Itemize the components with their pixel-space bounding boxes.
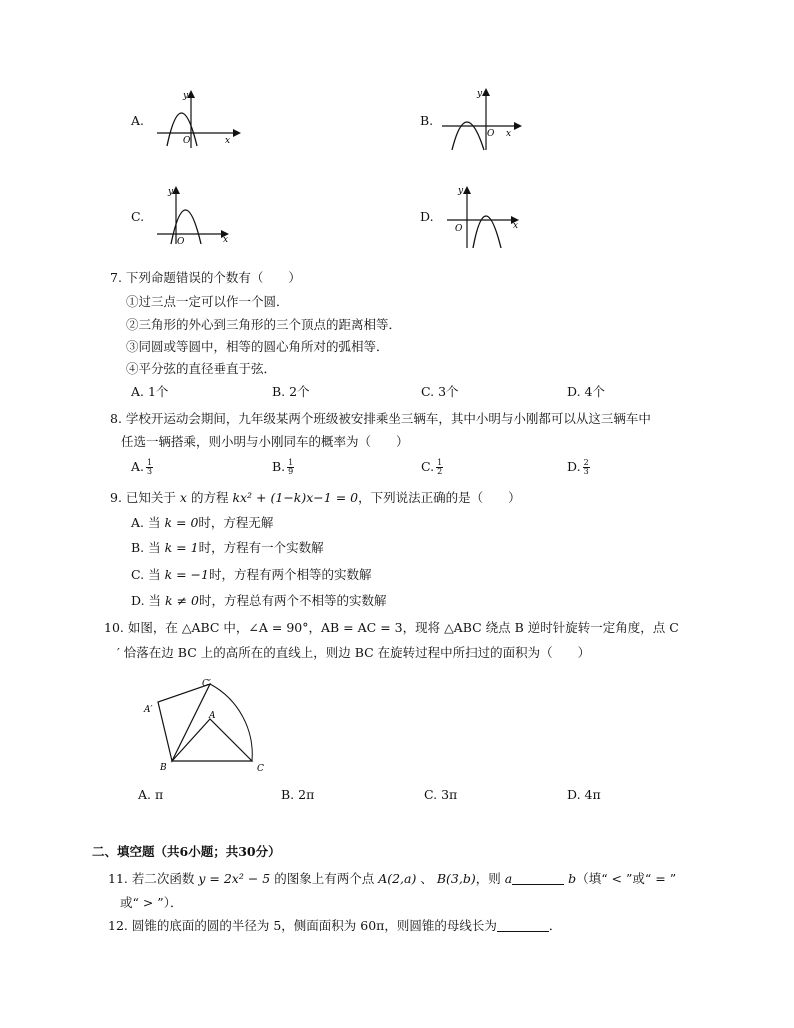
- q9-choice-d: D. 当 k ≠ 0时，方程总有两个不相等的实数解: [131, 593, 387, 608]
- svg-text:x: x: [223, 235, 229, 245]
- origin-label: O: [183, 136, 191, 146]
- q10-line1: 10. 如图，在 △ABC 中，∠A = 90°，AB = AC = 3，现将 △ABC 绕点 B 逆时针旋转一定角度，点 C: [104, 620, 679, 635]
- svg-text:O: O: [487, 129, 495, 139]
- answer-blank[interactable]: [497, 919, 549, 932]
- q10-line2: ′ 恰落在边 BC 上的高所在的直线上，则边 BC 在旋转过程中所扫过的面积为（ ）: [117, 645, 591, 660]
- q7-item: ①过三点一定可以作一个圆．: [126, 294, 289, 309]
- q10-rotation-figure: [140, 672, 280, 776]
- q7-item: ③同圆或等圆中，相等的圆心角所对的弧相等．: [126, 339, 389, 354]
- q8-line2: 任选一辆搭乘，则小明与小刚同车的概率为（ ）: [121, 434, 409, 449]
- q10-choice-b: B. 2π: [281, 787, 315, 802]
- q8-choice-b: B. $\frac{1}{9}$: [272, 458, 294, 476]
- rotated-triangle: [158, 684, 210, 761]
- answer-blank[interactable]: [512, 872, 564, 885]
- q6-option-a-label: A.: [131, 113, 145, 128]
- q10-choice-a: A. π: [138, 787, 164, 802]
- label-c-prime: C′: [202, 679, 211, 689]
- svg-text:y: y: [477, 89, 483, 99]
- q6-option-b-graph: [440, 86, 530, 152]
- q11-line2: 或“ > ”）．: [120, 895, 183, 910]
- q9-choice-c: C. 当 k = −1时，方程有两个相等的实数解: [131, 567, 372, 582]
- q10-choice-d: D. 4π: [567, 787, 601, 802]
- q7-stem: 7. 下列命题错误的个数有（ ）: [110, 270, 301, 285]
- y-axis-label: y: [183, 91, 189, 101]
- q6-option-b-label: B.: [420, 113, 434, 128]
- q8-line1: 8. 学校开运动会期间，九年级某两个班级被安排乘坐三辆车，其中小明与小刚都可以从这三辆车中: [110, 411, 651, 426]
- q7-choice-a: A. 1个: [131, 384, 169, 399]
- label-a: A: [209, 711, 216, 721]
- section-title: 二、填空题（共6小题；共30分）: [92, 844, 281, 859]
- svg-text:y: y: [458, 186, 464, 196]
- x-axis-arrow: [233, 129, 241, 137]
- svg-text:x: x: [506, 129, 512, 139]
- q10-choice-c: C. 3π: [424, 787, 458, 802]
- label-c: C: [257, 764, 264, 774]
- q7-choice-c: C. 3个: [421, 384, 459, 399]
- q7-choice-d: D. 4个: [567, 384, 605, 399]
- svg-text:x: x: [513, 221, 519, 231]
- q6-option-c-label: C.: [131, 209, 145, 224]
- q6-option-c-graph: [155, 184, 245, 246]
- q8-choice-d: D. $\frac{2}{3}$: [567, 458, 589, 476]
- svg-text:O: O: [455, 224, 463, 234]
- q9-choice-a: A. 当 k = 0时，方程无解: [131, 515, 274, 530]
- q7-item: ④平分弦的直径垂直于弦．: [126, 361, 277, 376]
- q11-line1: 11. 若二次函数 y = 2x² − 5 的图象上有两个点 A(2,a) 、 B(3,b)，则 a b（填“ < ”或“ = ”: [108, 871, 677, 886]
- q12-line: 12. 圆锥的底面的圆的半径为 5，侧面面积为 60π，则圆锥的母线长为 ．: [108, 918, 562, 933]
- svg-text:y: y: [168, 187, 174, 197]
- q9-stem: 9. 已知关于 x 的方程 kx² + (1−k)x−1 = 0，下列说法正确的是（ ）: [110, 490, 521, 505]
- label-b: B: [160, 763, 167, 773]
- parabola: [167, 113, 197, 146]
- x-axis-label: x: [225, 136, 231, 146]
- y-axis-arrow: [187, 90, 195, 98]
- svg-text:O: O: [177, 237, 185, 246]
- q8-choice-a: A. $\frac{1}{3}$: [131, 458, 153, 476]
- label-a-prime: A′: [144, 705, 153, 715]
- q7-choice-b: B. 2个: [272, 384, 310, 399]
- q8-choice-c: C. $\frac{1}{2}$: [421, 458, 443, 476]
- q6-option-d-label: D.: [420, 209, 434, 224]
- q6-option-d-graph: [445, 182, 535, 248]
- sweep-arc: [210, 684, 252, 761]
- q6-option-a-graph: [155, 88, 245, 150]
- q9-choice-b: B. 当 k = 1时，方程有一个实数解: [131, 540, 324, 555]
- q7-item: ②三角形的外心到三角形的三个顶点的距离相等．: [126, 317, 402, 332]
- original-triangle: [172, 719, 252, 761]
